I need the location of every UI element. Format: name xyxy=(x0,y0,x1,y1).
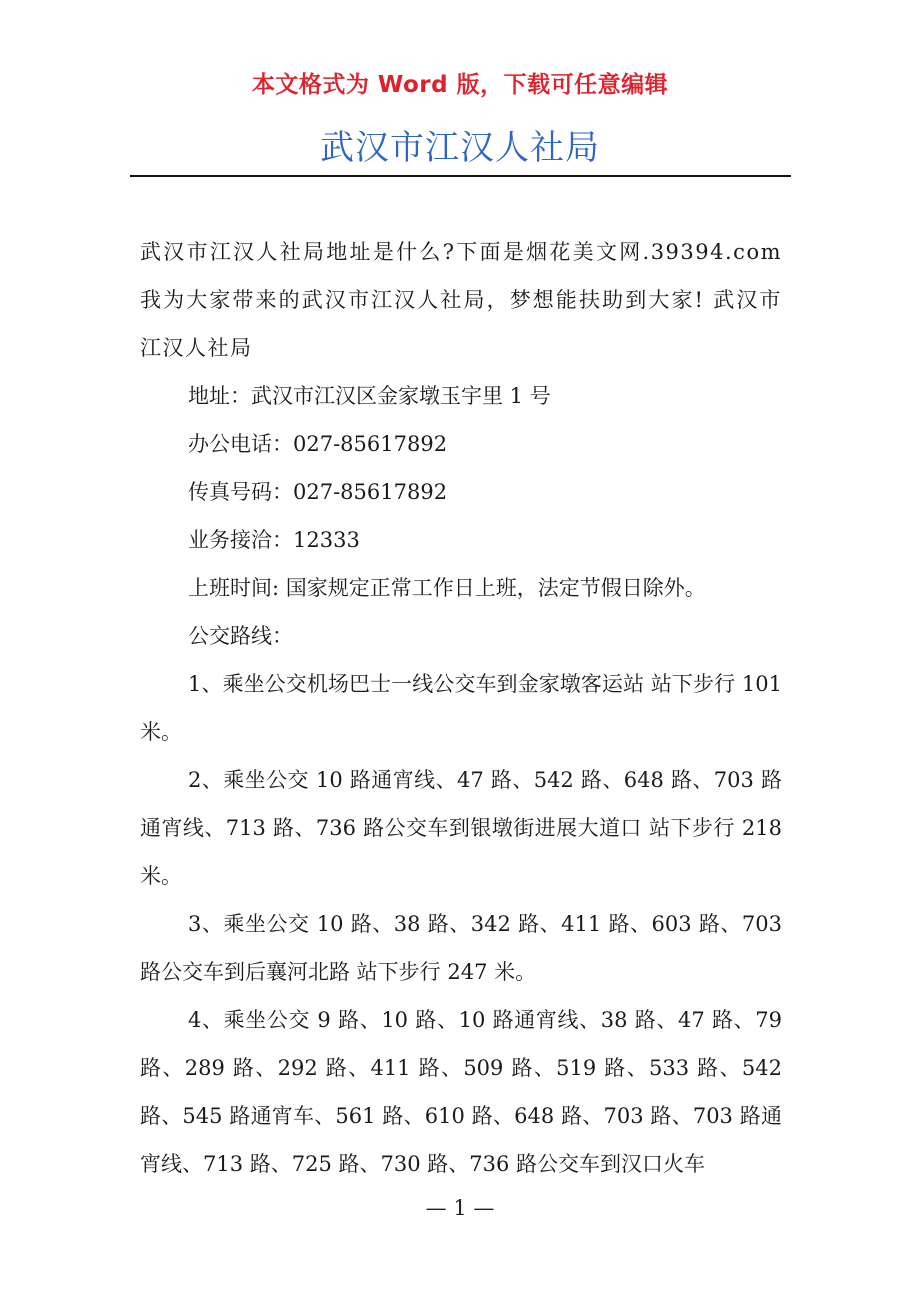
document-title: 武汉市江汉人社局 xyxy=(320,128,600,168)
office-phone-line: 办公电话：027-85617892 xyxy=(188,432,448,456)
title-divider xyxy=(130,175,791,177)
route-item: 4、乘坐公交 9 路、10 路、10 路通宵线、38 路、47 路、79 路、289 路、292 路、411 路、509 路、519 路、533 路、542 路、545 路通宵车、561 路、610 路、648 路、703 路、703 路通宵线、713 路、725 路、730 路、736 路公交车到汉口火车 xyxy=(140,1008,782,1176)
document-body xyxy=(140,228,782,1188)
format-notice-banner: 本文格式为 Word 版，下载可任意编辑 xyxy=(251,72,669,98)
hours-line: 上班时间: 国家规定正常工作日上班，法定节假日除外。 xyxy=(188,576,706,600)
route-item: 3、乘坐公交 10 路、38 路、342 路、411 路、603 路、703 路公交车到后襄河北路 站下步行 247 米。 xyxy=(140,912,782,984)
page-number: — 1 — xyxy=(425,1196,495,1220)
intro-paragraph: 武汉市江汉人社局地址是什么?下面是烟花美文网.39394.com 我为大家带来的武汉市江汉人社局，梦想能扶助到大家! 武汉市江汉人社局 xyxy=(140,240,782,360)
bus-label: 公交路线： xyxy=(188,624,293,648)
route-item: 1、乘坐公交机场巴士一线公交车到金家墩客运站 站下步行 101 米。 xyxy=(140,672,782,744)
address-line: 地址：武汉市江汉区金家墩玉宇里 1 号 xyxy=(188,384,551,408)
business-line: 业务接洽：12333 xyxy=(188,528,360,552)
fax-line: 传真号码：027-85617892 xyxy=(188,480,448,504)
route-item: 2、乘坐公交 10 路通宵线、47 路、542 路、648 路、703 路通宵线、713 路、736 路公交车到银墩街进展大道口 站下步行 218 米。 xyxy=(140,768,782,888)
